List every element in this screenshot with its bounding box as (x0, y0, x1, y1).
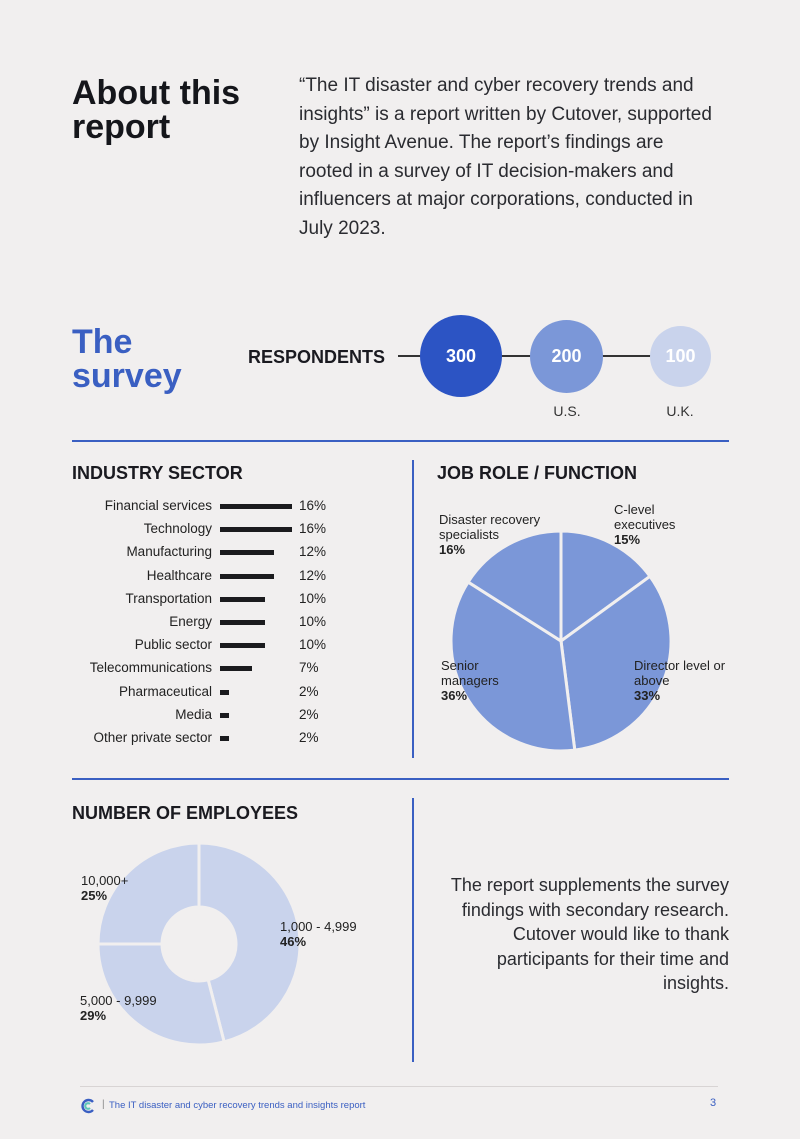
industry-name: Energy (169, 614, 212, 629)
industry-name: Manufacturing (126, 544, 212, 560)
industry-row (72, 637, 372, 657)
industry-row (72, 707, 372, 727)
footer-divider (80, 1086, 718, 1087)
about-title: About this report (72, 74, 241, 146)
industry-bar (220, 550, 274, 555)
connector-line (500, 355, 532, 357)
industry-bar (220, 574, 274, 579)
slice-value: 15% (614, 532, 641, 547)
respondents-label: RESPONDENTS (248, 347, 386, 367)
slice-name: Director level or above (634, 658, 726, 688)
industry-row (72, 568, 372, 588)
industry-bar (220, 504, 292, 509)
respondents-us-circle (530, 320, 603, 393)
industry-name: Media (175, 706, 212, 722)
industry-value: 12% (299, 544, 327, 560)
slice-value: 16% (439, 542, 466, 557)
slice-name: 5,000 - 9,999 (80, 993, 157, 1008)
industry-row (72, 544, 372, 564)
pie-label-dr-specialists (439, 512, 569, 557)
about-intro: “The IT disaster and cyber recovery trends and insights” is a report written by Cutover, supported by Insight Avenue. The report’s findings are rooted in a survey of IT decision-makers and influencers at major corporations, conducted in July 2023. (299, 75, 712, 239)
respondents-us: 200 (551, 346, 582, 366)
slice-name: 10,000+ (81, 873, 129, 888)
industry-value: 10% (299, 637, 327, 653)
industry-row (72, 660, 372, 680)
industry-row (72, 730, 372, 750)
slice-value: 36% (441, 688, 468, 703)
column-divider (412, 798, 414, 1062)
industry-bar (220, 736, 229, 741)
survey-title: The survey (72, 323, 182, 395)
industry-value: 7% (299, 660, 319, 676)
pie-label-director (634, 658, 734, 703)
industry-name: Other private sector (93, 730, 212, 745)
industry-bar (220, 690, 229, 695)
industry-bar (220, 620, 265, 625)
industry-row (72, 498, 372, 518)
respondents-total-circle (420, 315, 502, 397)
section-divider (72, 440, 729, 442)
industry-name: Technology (143, 521, 212, 537)
industry-name: Pharmaceutical (118, 683, 212, 699)
cutover-logo-icon (80, 1098, 96, 1114)
industry-value: 12% (299, 567, 327, 583)
industry-bar (220, 713, 229, 718)
industry-name: Healthcare (146, 567, 212, 583)
slice-name: Disaster recovery specialists (439, 512, 541, 542)
slice-value: 46% (280, 934, 307, 949)
column-divider (412, 460, 414, 758)
region-uk-label: U.K. (666, 403, 694, 419)
industry-name: Telecommunications (89, 660, 212, 676)
industry-value: 2% (299, 683, 319, 699)
donut-label-10000 (81, 873, 161, 903)
industry-value: 2% (299, 706, 319, 722)
industry-row (72, 684, 372, 704)
donut-label-1000 (280, 919, 390, 949)
connector-line (602, 355, 652, 357)
employees-title: NUMBER OF EMPLOYEES (72, 803, 299, 823)
slice-name: Senior managers (441, 658, 499, 688)
industry-title: INDUSTRY SECTOR (72, 463, 243, 483)
slice-name: 1,000 - 4,999 (280, 919, 357, 934)
footer-report-title: The IT disaster and cyber recovery trends and insights report (109, 1100, 366, 1111)
section-divider (72, 778, 729, 780)
industry-row (72, 591, 372, 611)
industry-value: 2% (299, 730, 319, 745)
connector-line (398, 355, 422, 357)
industry-row (72, 521, 372, 541)
industry-bar (220, 527, 292, 532)
job-role-pie-chart (450, 530, 672, 752)
closing-text: The report supplements the survey findings with secondary research. Cutover would like to thank participants for their time and insights. (450, 875, 729, 993)
footer-separator: | (102, 1099, 105, 1110)
industry-row (72, 614, 372, 634)
pie-label-c-level (614, 502, 714, 547)
industry-value: 10% (299, 590, 327, 606)
slice-value: 25% (81, 888, 108, 903)
pie-label-senior (441, 658, 521, 703)
industry-value: 10% (299, 614, 327, 629)
donut-label-5000 (80, 993, 190, 1023)
industry-bar (220, 597, 265, 602)
respondents-uk: 100 (665, 346, 696, 366)
slice-name: C-level executives (614, 502, 676, 532)
job-role-title: JOB ROLE / FUNCTION (437, 463, 638, 483)
industry-value: 16% (299, 521, 327, 537)
region-us-label: U.S. (553, 403, 581, 419)
industry-value: 16% (299, 498, 327, 513)
respondents-total: 300 (445, 345, 477, 366)
slice-value: 33% (634, 688, 661, 703)
industry-bar (220, 643, 265, 648)
industry-name: Transportation (125, 590, 212, 606)
respondents-uk-circle (650, 326, 711, 387)
industry-name: Financial services (104, 498, 212, 513)
page-number: 3 (710, 1097, 717, 1109)
slice-value: 29% (80, 1008, 107, 1023)
industry-name: Public sector (134, 637, 212, 653)
industry-bar (220, 666, 252, 671)
